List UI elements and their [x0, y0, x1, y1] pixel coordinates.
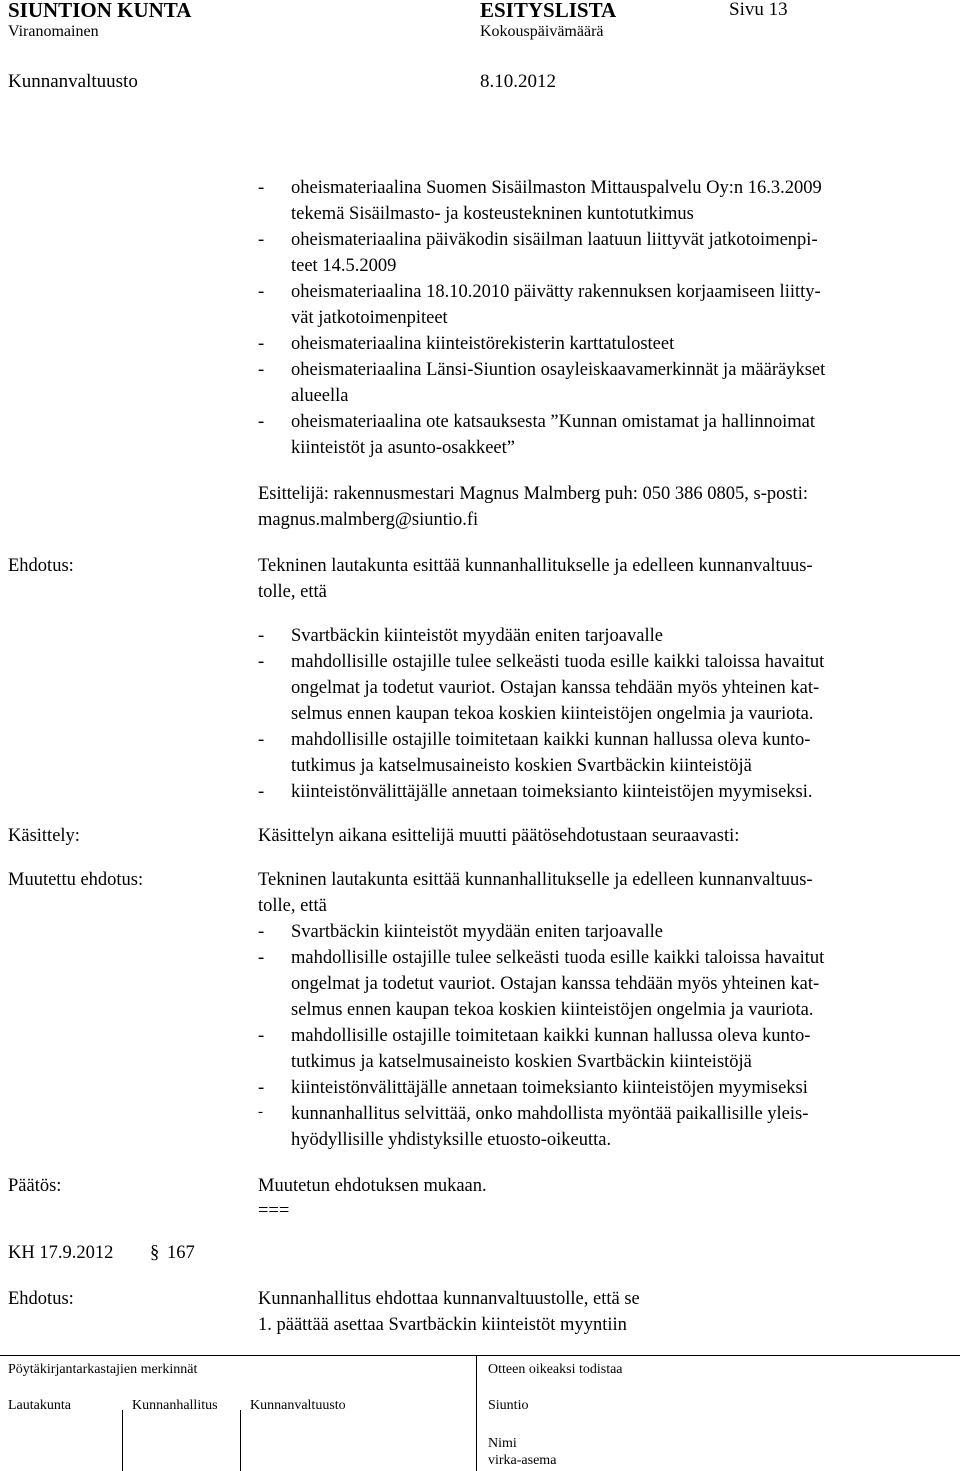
- proposal-item-line: Svartbäckin kiinteistöt myydään eniten tarjoavalle: [291, 626, 663, 646]
- handling-text: Käsittelyn aikana esittelijä muutti päätösehdotustaan seuraavasti:: [258, 826, 740, 846]
- proposal-item-line: mahdollisille ostajille tulee selkeästi tuoda esille kaikki taloissa havaitut: [291, 652, 825, 672]
- page-number: Sivu 13: [729, 0, 788, 20]
- decision-text: Muutetun ehdotuksen mukaan.: [258, 1176, 487, 1196]
- proposal-intro: tolle, että: [258, 582, 327, 602]
- footer-col-label: Lautakunta: [8, 1398, 71, 1413]
- kh-heading: KH 17.9.2012: [8, 1243, 114, 1263]
- list-dash: -: [258, 626, 265, 646]
- amended-item-line: ongelmat ja todetut vauriot. Ostajan kanssa tehdään myös yhteinen kat-: [291, 974, 820, 994]
- presenter-line: Esittelijä: rakennusmestari Magnus Malmberg puh: 050 386 0805, s-posti:: [258, 484, 808, 504]
- footer-right-title: Otteen oikeaksi todistaa: [488, 1362, 623, 1377]
- kh-proposal-line: Kunnanhallitus ehdottaa kunnanvaltuustolle, että se: [258, 1289, 640, 1309]
- list-dash: -: [258, 1078, 265, 1098]
- footer-left-title: Pöytäkirjantarkastajien merkinnät: [8, 1362, 198, 1377]
- proposal-item-line: ongelmat ja todetut vauriot. Ostajan kanssa tehdään myös yhteinen kat-: [291, 678, 820, 698]
- proposal-item-line: tutkimus ja katselmusaineisto koskien Svartbäckin kiinteistöjä: [291, 756, 752, 776]
- list-item-line: tekemä Sisäilmasto- ja kosteustekninen kuntotutkimus: [291, 204, 694, 224]
- meeting-date: 8.10.2012: [480, 71, 556, 92]
- list-item-line: oheismateriaalina Suomen Sisäilmaston Mittauspalvelu Oy:n 16.3.2009: [291, 178, 822, 198]
- document-type: ESITYSLISTA: [480, 0, 617, 22]
- list-dash: -: [258, 948, 265, 968]
- list-item-line: teet 14.5.2009: [291, 256, 397, 276]
- decision-separator: ===: [258, 1201, 290, 1221]
- list-dash: -: [258, 282, 265, 302]
- decision-label: Päätös:: [8, 1176, 62, 1196]
- footer-divider: [122, 1410, 123, 1471]
- proposal-intro: Tekninen lautakunta esittää kunnanhallitukselle ja edelleen kunnanvaltuus-: [258, 556, 813, 576]
- amended-item-line: selmus ennen kaupan tekoa koskien kiinteistöjen ongelmia ja vauriota.: [291, 1000, 814, 1020]
- list-dash: -: [258, 652, 265, 672]
- list-dash: -: [258, 360, 265, 380]
- section-sign: §: [150, 1243, 160, 1263]
- list-dash: -: [258, 782, 265, 802]
- list-dash: -: [258, 334, 265, 354]
- footer-place: Siuntio: [488, 1398, 529, 1413]
- proposal-item-line: kiinteistönvälittäjälle annetaan toimeksianto kiinteistöjen myymiseksi.: [291, 782, 813, 802]
- list-item-line: oheismateriaalina 18.10.2010 päivätty rakennuksen korjaamiseen liitty-: [291, 282, 821, 302]
- footer-position-label: virka-asema: [488, 1453, 557, 1468]
- amended-item-line: kiinteistönvälittäjälle annetaan toimeksianto kiinteistöjen myymiseksi: [291, 1078, 808, 1098]
- kh-proposal-label: Ehdotus:: [8, 1289, 74, 1309]
- amended-item-line: tutkimus ja katselmusaineisto koskien Svartbäckin kiinteistöjä: [291, 1052, 752, 1072]
- list-item-line: oheismateriaalina Länsi-Siuntion osayleiskaavamerkinnät ja määräykset: [291, 360, 826, 380]
- kh-proposal-line: 1. päättää asettaa Svartbäckin kiinteistöt myyntiin: [258, 1315, 627, 1335]
- list-item-line: alueella: [291, 386, 349, 406]
- amended-label: Muutettu ehdotus:: [8, 870, 144, 890]
- footer-rule: [0, 1355, 960, 1356]
- proposal-item-line: mahdollisille ostajille toimitetaan kaikki kunnan hallussa oleva kunto-: [291, 730, 811, 750]
- amended-item-line: kunnanhallitus selvittää, onko mahdollista myöntää paikallisille yleis-: [291, 1104, 809, 1124]
- footer-col-label: Kunnanvaltuusto: [250, 1398, 346, 1413]
- list-dash: -: [258, 230, 265, 250]
- list-item-line: oheismateriaalina kiinteistörekisterin karttatulosteet: [291, 334, 675, 354]
- amended-intro: Tekninen lautakunta esittää kunnanhallitukselle ja edelleen kunnanvaltuus-: [258, 870, 813, 890]
- authority: Kunnanvaltuusto: [8, 71, 138, 92]
- list-dash: -: [258, 1026, 265, 1046]
- amended-item-line: hyödyllisille yhdistyksille etuosto-oikeutta.: [291, 1130, 612, 1150]
- proposal-item-line: selmus ennen kaupan tekoa koskien kiinteistöjen ongelmia ja vauriota.: [291, 704, 814, 724]
- proposal-label: Ehdotus:: [8, 556, 74, 576]
- amended-item-line: Svartbäckin kiinteistöt myydään eniten tarjoavalle: [291, 922, 663, 942]
- footer-col-label: Kunnanhallitus: [132, 1398, 218, 1413]
- presenter-email: magnus.malmberg@siuntio.fi: [258, 510, 479, 530]
- handling-label: Käsittely:: [8, 826, 80, 846]
- list-dash: -: [258, 178, 265, 198]
- list-dash: -: [258, 730, 265, 750]
- list-item-line: vät jatkotoimenpiteet: [291, 308, 448, 328]
- list-item-line: kiinteistöt ja asunto-osakkeet”: [291, 438, 515, 458]
- meeting-date-label: Kokouspäivämäärä: [480, 23, 604, 40]
- list-dash: -: [258, 1104, 263, 1120]
- footer-divider: [476, 1355, 477, 1471]
- footer-name-label: Nimi: [488, 1436, 517, 1451]
- list-item-line: oheismateriaalina ote katsauksesta ”Kunnan omistamat ja hallinnoimat: [291, 412, 816, 432]
- authority-label: Viranomainen: [8, 23, 99, 40]
- amended-item-line: mahdollisille ostajille toimitetaan kaikki kunnan hallussa oleva kunto-: [291, 1026, 811, 1046]
- list-item-line: oheismateriaalina päiväkodin sisäilman laatuun liittyvät jatkotoimenpi-: [291, 230, 818, 250]
- amended-intro: tolle, että: [258, 896, 327, 916]
- amended-item-line: mahdollisille ostajille tulee selkeästi tuoda esille kaikki taloissa havaitut: [291, 948, 825, 968]
- footer-divider: [240, 1410, 241, 1471]
- organization-name: SIUNTION KUNTA: [8, 0, 192, 22]
- list-dash: -: [258, 412, 265, 432]
- list-dash: -: [258, 922, 265, 942]
- section-number: 167: [167, 1243, 195, 1263]
